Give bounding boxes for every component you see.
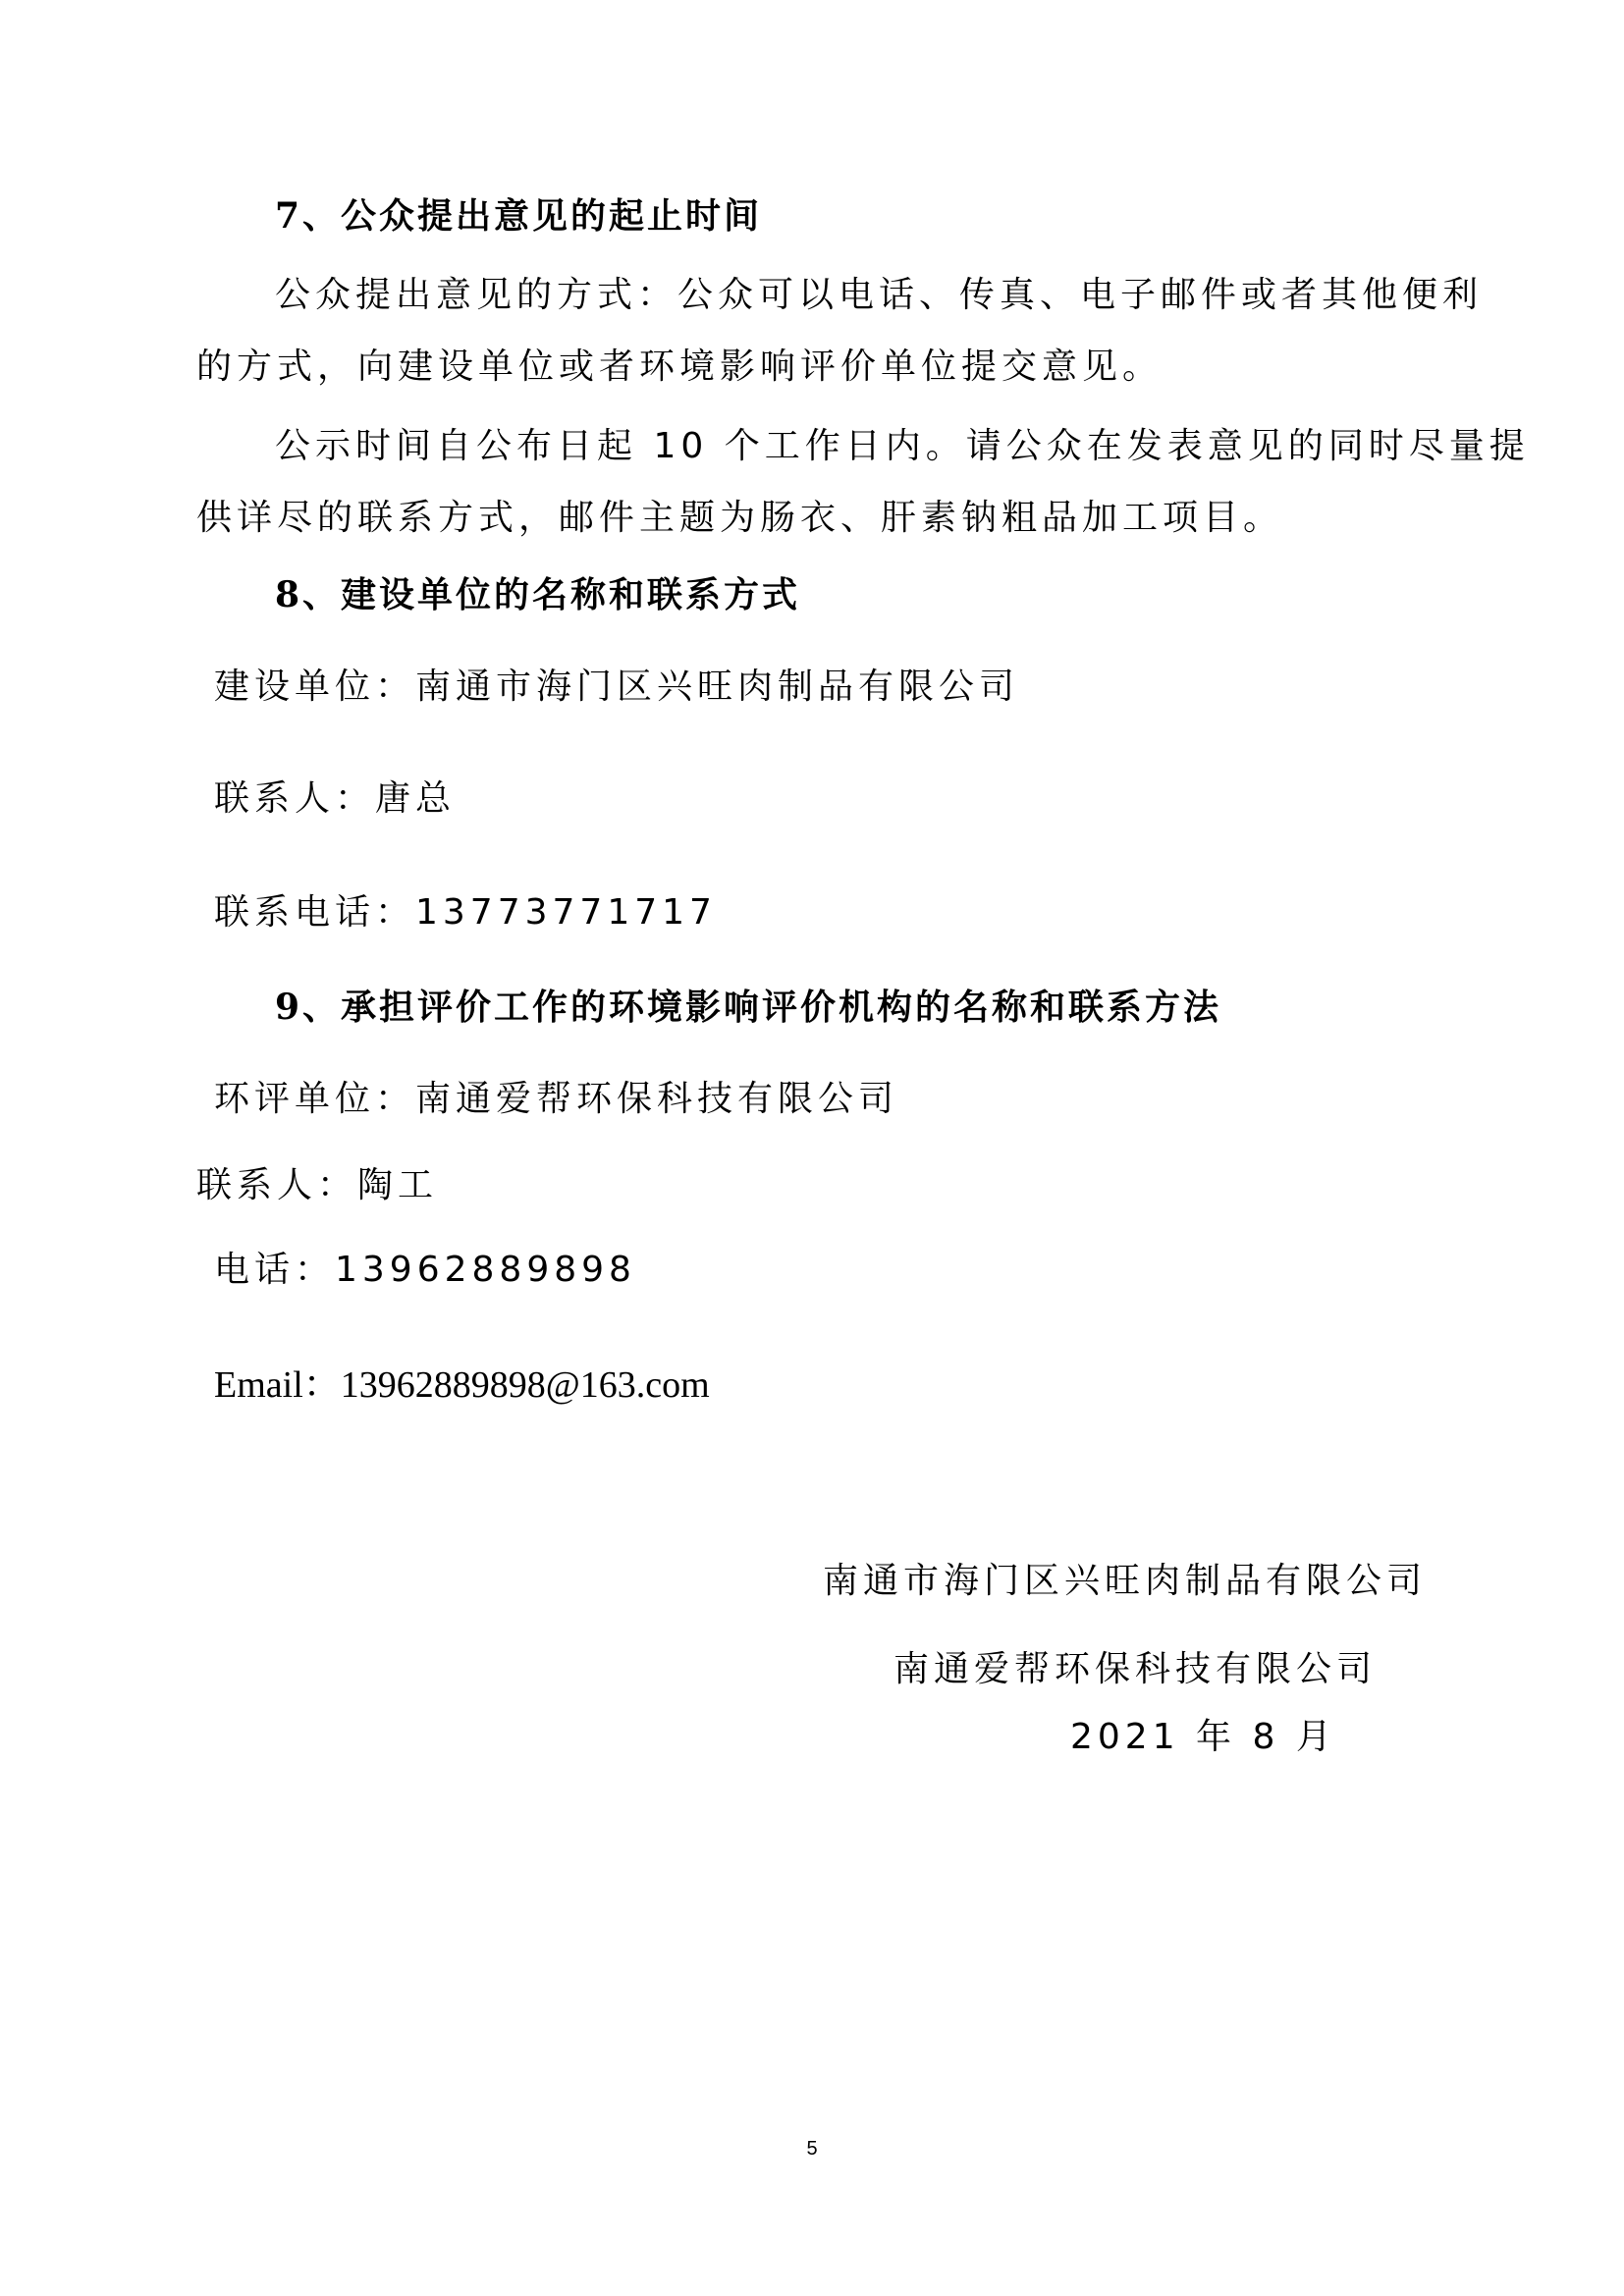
construction-phone: 联系电话：13773771717 bbox=[214, 892, 717, 933]
section-7-paragraph-1-line-1: 公众提出意见的方式：公众可以电话、传真、电子邮件或者其他便利 bbox=[275, 275, 1484, 315]
section-7-paragraph-1-line-2: 的方式，向建设单位或者环境影响评价单位提交意见。 bbox=[196, 347, 1164, 387]
signature-company-2: 南通爱帮环保科技有限公司 bbox=[893, 1649, 1378, 1689]
eia-phone: 电话：13962889898 bbox=[214, 1250, 636, 1290]
construction-contact: 联系人：唐总 bbox=[214, 778, 457, 819]
eia-contact: 联系人：陶工 bbox=[196, 1165, 439, 1205]
page-number: 5 bbox=[806, 2138, 818, 2160]
section-9-heading: 9、承担评价工作的环境影响评价机构的名称和联系方法 bbox=[275, 987, 1222, 1028]
construction-unit: 建设单位：南通市海门区兴旺肉制品有限公司 bbox=[214, 667, 1020, 707]
section-8-heading: 8、建设单位的名称和联系方式 bbox=[275, 574, 801, 615]
eia-unit: 环评单位：南通爱帮环保科技有限公司 bbox=[214, 1079, 899, 1119]
signature-company-1: 南通市海门区兴旺肉制品有限公司 bbox=[823, 1561, 1428, 1601]
section-7-heading: 7、公众提出意见的起止时间 bbox=[275, 195, 763, 237]
eia-email: Email：13962889898@163.com bbox=[214, 1364, 710, 1406]
signature-date: 2021 年 8 月 bbox=[1070, 1717, 1336, 1757]
section-7-paragraph-2-line-2: 供详尽的联系方式，邮件主题为肠衣、肝素钠粗品加工项目。 bbox=[196, 498, 1284, 538]
section-7-paragraph-2-line-1: 公示时间自公布日起 10 个工作日内。请公众在发表意见的同时尽量提 bbox=[275, 426, 1530, 466]
